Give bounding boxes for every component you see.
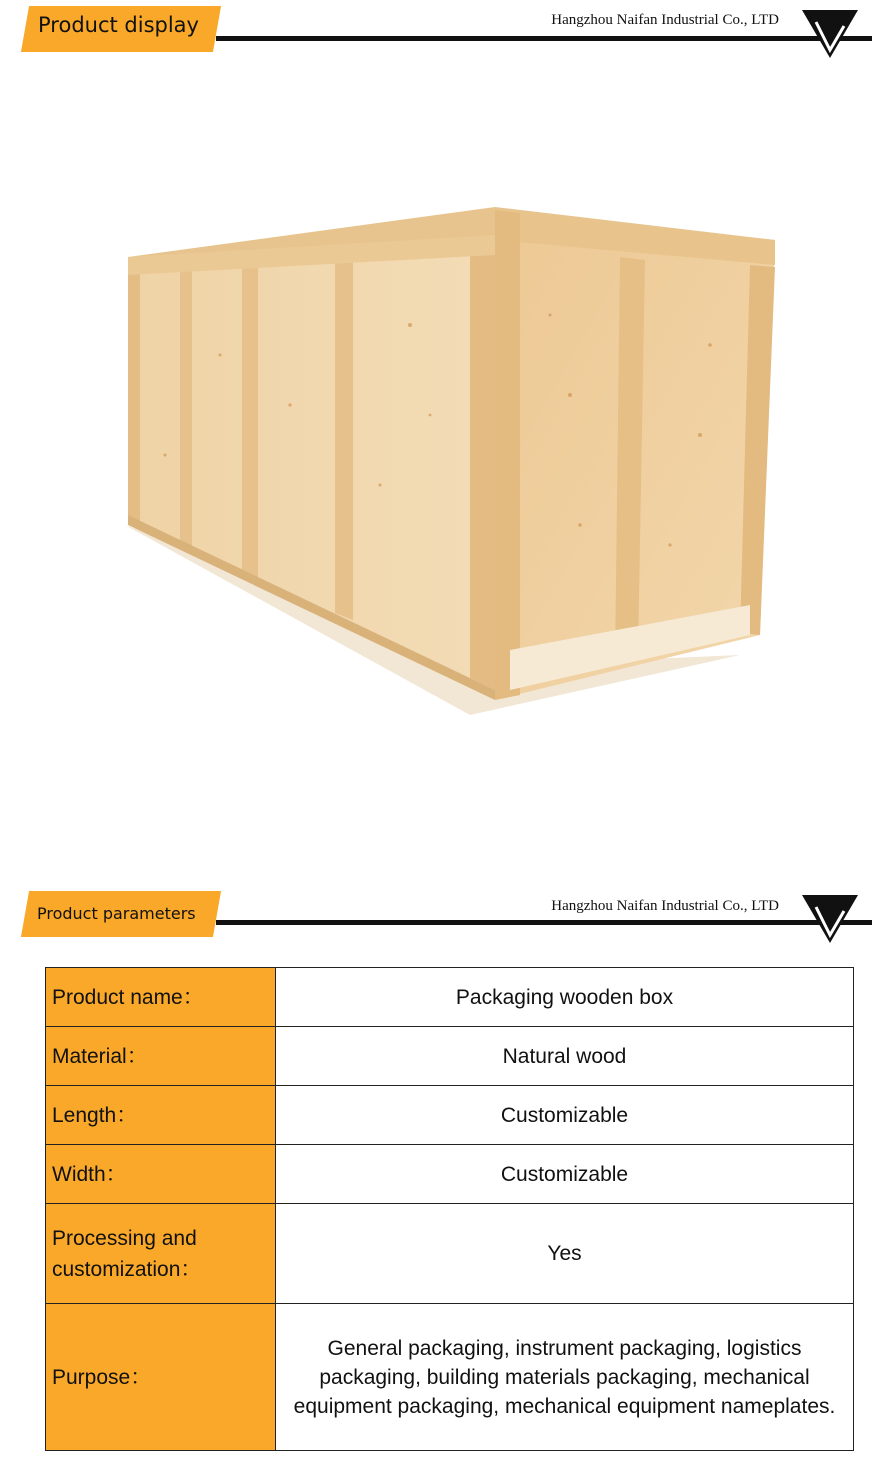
param-value: Customizable — [276, 1086, 854, 1145]
product-display-header — [0, 0, 895, 70]
company-name: Hangzhou Naifan Industrial Co., LTD — [551, 12, 779, 28]
param-value: Yes — [276, 1204, 854, 1304]
table-row — [46, 968, 854, 1027]
company-name: Hangzhou Naifan Industrial Co., LTD — [551, 898, 779, 914]
param-value: Customizable — [276, 1145, 854, 1204]
wooden-crate-photo — [110, 195, 790, 725]
table-row — [46, 1145, 854, 1204]
v-triangle-icon — [802, 10, 858, 58]
param-value: General packaging, instrument packaging, logistics packaging, building materials packaging, mechanical equipment packaging, mechanical equipment nameplates. — [276, 1304, 854, 1451]
header-rule — [216, 920, 872, 925]
v-triangle-icon — [802, 895, 858, 943]
product-parameters-header — [0, 885, 895, 955]
param-label: Processing and customization： — [46, 1204, 276, 1304]
parameters-table — [45, 967, 854, 1451]
param-label: Material： — [46, 1027, 276, 1086]
table-row — [46, 1304, 854, 1451]
param-value: Natural wood — [276, 1027, 854, 1086]
header-rule — [216, 36, 872, 41]
param-value: Packaging wooden box — [276, 968, 854, 1027]
table-row — [46, 1086, 854, 1145]
section-title: Product parameters — [37, 904, 196, 923]
param-label: Length： — [46, 1086, 276, 1145]
param-label: Purpose： — [46, 1304, 276, 1451]
table-row — [46, 1027, 854, 1086]
param-label: Product name： — [46, 968, 276, 1027]
section-title: Product display — [38, 13, 199, 37]
param-label: Width： — [46, 1145, 276, 1204]
table-row — [46, 1204, 854, 1304]
